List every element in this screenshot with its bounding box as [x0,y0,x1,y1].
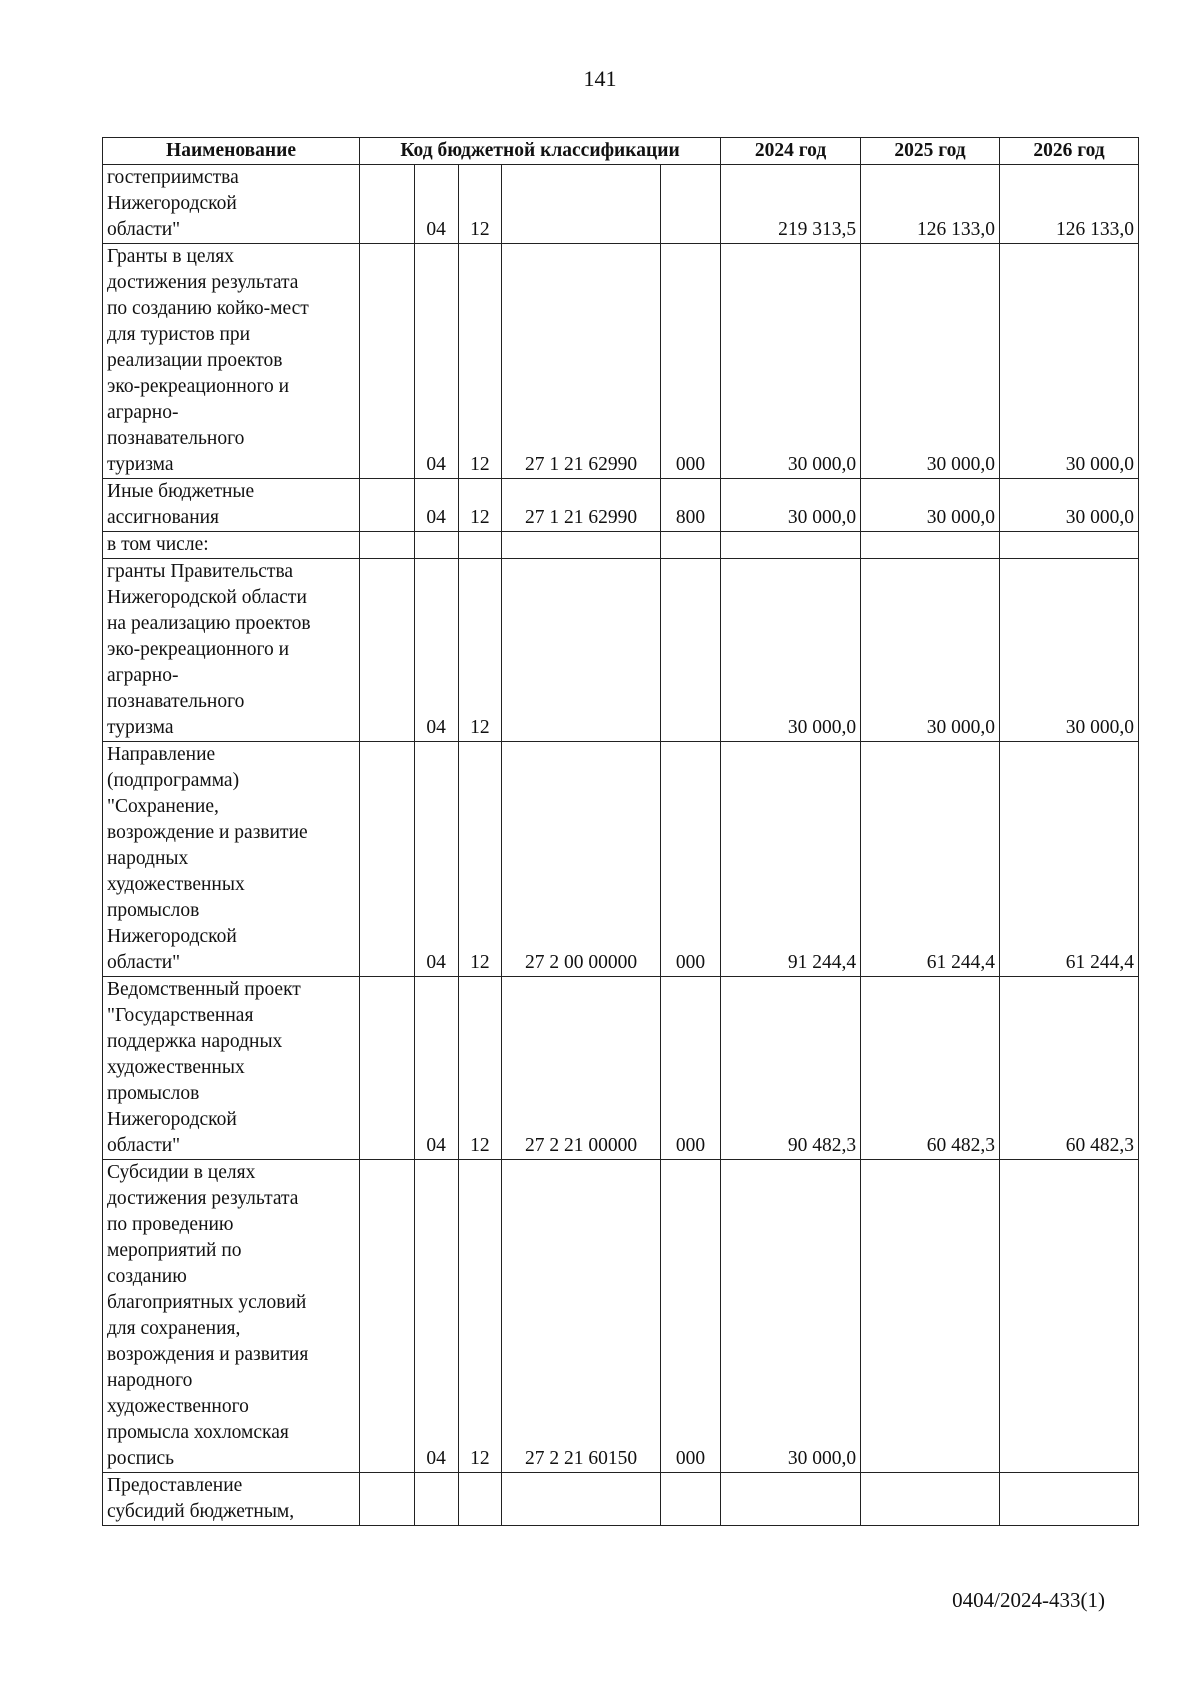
cell-2024: 30 000,0 [721,244,861,479]
header-code: Код бюджетной классификации [360,138,721,165]
table-row [103,742,1139,977]
cell-code-expense-type: 800 [660,479,720,532]
cell-code-target: 27 2 21 00000 [502,977,661,1160]
cell-2024: 30 000,0 [721,559,861,742]
header-2025: 2025 год [861,138,1000,165]
cell-code-subsection: 12 [458,559,502,742]
cell-code-section [414,1473,458,1526]
cell-code-expense-type [660,165,720,244]
cell-code-1 [360,532,415,559]
cell-2025: 30 000,0 [861,479,1000,532]
cell-code-subsection: 12 [458,742,502,977]
cell-code-expense-type: 000 [660,977,720,1160]
cell-code-section [414,532,458,559]
table-row [103,1160,1139,1473]
cell-2026 [999,1160,1138,1473]
table-row [103,479,1139,532]
cell-code-subsection: 12 [458,244,502,479]
cell-code-1 [360,977,415,1160]
cell-code-expense-type [660,559,720,742]
cell-2024: 91 244,4 [721,742,861,977]
cell-2026: 30 000,0 [999,479,1138,532]
cell-code-expense-type: 000 [660,1160,720,1473]
cell-code-target [502,1473,661,1526]
cell-2026: 60 482,3 [999,977,1138,1160]
cell-2026 [999,532,1138,559]
cell-code-subsection [458,1473,502,1526]
cell-2026 [999,1473,1138,1526]
cell-name: Направление (подпрограмма) "Сохранение, возрождение и развитие народных художественных промыслов Нижегородской области" [103,742,360,977]
cell-code-expense-type [660,532,720,559]
cell-code-section: 04 [414,559,458,742]
cell-code-subsection: 12 [458,1160,502,1473]
cell-2025: 30 000,0 [861,244,1000,479]
cell-2024: 90 482,3 [721,977,861,1160]
cell-code-expense-type [660,1473,720,1526]
cell-code-target: 27 2 00 00000 [502,742,661,977]
header-2024: 2024 год [721,138,861,165]
table-row [103,532,1139,559]
cell-name: Субсидии в целях достижения результата по проведению мероприятий по созданию благоприятных условий для сохранения, возрождения и развития народного художественного промысла хохломская роспись [103,1160,360,1473]
cell-2024 [721,1473,861,1526]
header-2026: 2026 год [999,138,1138,165]
cell-code-target: 27 1 21 62990 [502,479,661,532]
table-row [103,977,1139,1160]
table-row [103,165,1139,244]
table-body [103,165,1139,1526]
header-name: Наименование [103,138,360,165]
table-header-row [103,138,1139,165]
budget-table [102,137,1139,1526]
cell-code-1 [360,165,415,244]
cell-name: в том числе: [103,532,360,559]
cell-code-target: 27 2 21 60150 [502,1160,661,1473]
cell-2026: 61 244,4 [999,742,1138,977]
cell-code-target [502,532,661,559]
cell-code-subsection: 12 [458,165,502,244]
cell-2025 [861,1473,1000,1526]
cell-code-expense-type: 000 [660,244,720,479]
cell-code-target [502,165,661,244]
cell-name: Ведомственный проект "Государственная поддержка народных художественных промыслов Нижегородской области" [103,977,360,1160]
cell-2025 [861,1160,1000,1473]
cell-code-1 [360,559,415,742]
cell-code-section: 04 [414,1160,458,1473]
cell-2024: 30 000,0 [721,479,861,532]
cell-code-expense-type: 000 [660,742,720,977]
cell-code-subsection: 12 [458,977,502,1160]
document-code: 0404/2024-433(1) [952,1588,1105,1612]
cell-2026: 126 133,0 [999,165,1138,244]
cell-name: Гранты в целях достижения результата по созданию койко-мест для туристов при реализации проектов эко-рекреационного и аграрно- познавательного туризма [103,244,360,479]
cell-code-1 [360,742,415,977]
cell-code-section: 04 [414,742,458,977]
cell-2025: 30 000,0 [861,559,1000,742]
cell-2024 [721,532,861,559]
table-row [103,244,1139,479]
cell-code-target: 27 1 21 62990 [502,244,661,479]
cell-2026: 30 000,0 [999,559,1138,742]
cell-2026: 30 000,0 [999,244,1138,479]
cell-code-section: 04 [414,244,458,479]
cell-2025: 61 244,4 [861,742,1000,977]
cell-code-section: 04 [414,165,458,244]
cell-name: Иные бюджетные ассигнования [103,479,360,532]
page-number: 141 [583,66,617,91]
table-row [103,1473,1139,1526]
cell-code-subsection [458,532,502,559]
cell-code-section: 04 [414,479,458,532]
cell-code-1 [360,244,415,479]
cell-code-subsection: 12 [458,479,502,532]
cell-2024: 219 313,5 [721,165,861,244]
cell-name: гранты Правительства Нижегородской области на реализацию проектов эко-рекреационного и аграрно- познавательного туризма [103,559,360,742]
cell-2024: 30 000,0 [721,1160,861,1473]
cell-2025 [861,532,1000,559]
cell-2025: 126 133,0 [861,165,1000,244]
cell-code-target [502,559,661,742]
cell-code-1 [360,479,415,532]
cell-code-1 [360,1473,415,1526]
cell-name: Предоставление субсидий бюджетным, [103,1473,360,1526]
cell-code-1 [360,1160,415,1473]
table-row [103,559,1139,742]
cell-code-section: 04 [414,977,458,1160]
cell-2025: 60 482,3 [861,977,1000,1160]
cell-name: гостеприимства Нижегородской области" [103,165,360,244]
